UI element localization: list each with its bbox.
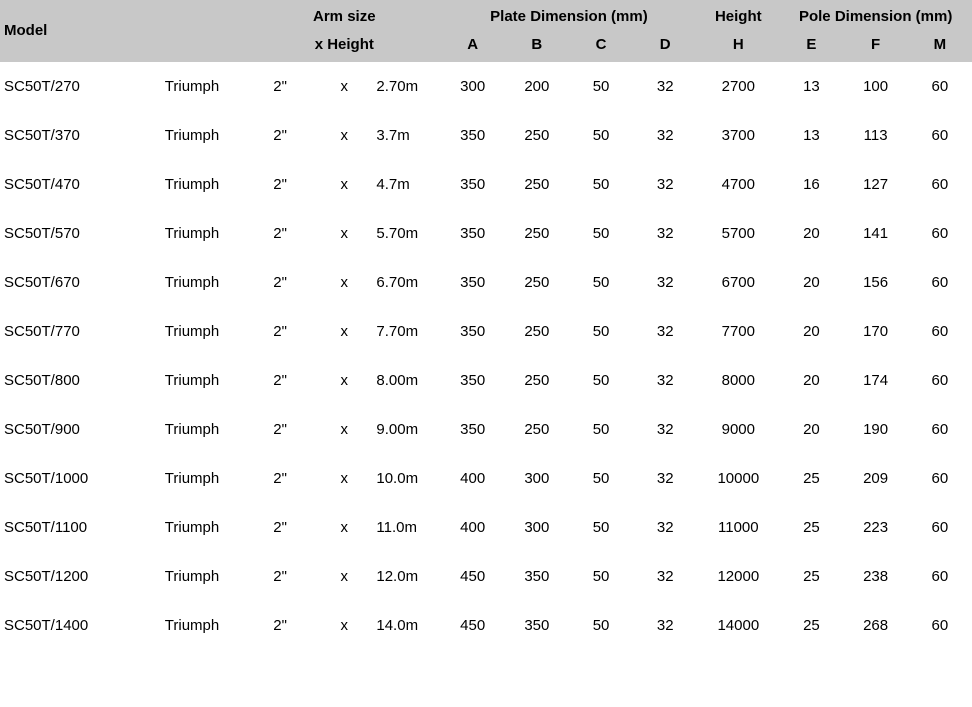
cell-a: 350: [441, 307, 505, 356]
cell-arm-separator: x: [312, 160, 376, 209]
cell-a: 350: [441, 111, 505, 160]
cell-brand: Triumph: [136, 356, 248, 405]
header-col-c: C: [595, 36, 607, 53]
cell-f: 209: [844, 454, 908, 503]
table-row: [0, 160, 972, 209]
cell-d: 32: [633, 160, 697, 209]
cell-f: 141: [844, 209, 908, 258]
cell-arm-diameter: 2": [248, 160, 312, 209]
cell-brand: Triumph: [136, 111, 248, 160]
cell-arm-separator: x: [312, 209, 376, 258]
cell-brand: Triumph: [136, 503, 248, 552]
cell-e: 20: [779, 356, 843, 405]
cell-brand: Triumph: [136, 209, 248, 258]
cell-h: 12000: [697, 552, 779, 601]
cell-arm-separator: x: [312, 601, 376, 650]
cell-arm-height: 9.00m: [376, 405, 440, 454]
cell-c: 50: [569, 111, 633, 160]
table-row: [0, 405, 972, 454]
cell-arm-separator: x: [312, 307, 376, 356]
cell-model: SC50T/800: [0, 356, 136, 405]
table-row: [0, 62, 972, 111]
header-arm-size: Arm size: [313, 8, 376, 25]
cell-a: 450: [441, 601, 505, 650]
cell-m: 60: [908, 258, 972, 307]
cell-e: 13: [779, 62, 843, 111]
cell-arm-height: 7.70m: [376, 307, 440, 356]
table-row: [0, 209, 972, 258]
cell-e: 20: [779, 405, 843, 454]
cell-arm-diameter: 2": [248, 405, 312, 454]
cell-f: 156: [844, 258, 908, 307]
header-col-e: E: [806, 36, 817, 53]
cell-a: 350: [441, 258, 505, 307]
cell-arm-height: 4.7m: [376, 160, 440, 209]
cell-c: 50: [569, 356, 633, 405]
table-row: [0, 258, 972, 307]
cell-b: 300: [505, 454, 569, 503]
cell-b: 250: [505, 356, 569, 405]
cell-a: 400: [441, 454, 505, 503]
table-row: [0, 454, 972, 503]
cell-m: 60: [908, 111, 972, 160]
cell-model: SC50T/370: [0, 111, 136, 160]
cell-b: 250: [505, 160, 569, 209]
cell-arm-separator: x: [312, 258, 376, 307]
cell-arm-separator: x: [312, 111, 376, 160]
cell-d: 32: [633, 552, 697, 601]
cell-h: 9000: [697, 405, 779, 454]
cell-c: 50: [569, 160, 633, 209]
cell-model: SC50T/470: [0, 160, 136, 209]
cell-arm-diameter: 2": [248, 356, 312, 405]
cell-h: 7700: [697, 307, 779, 356]
cell-d: 32: [633, 307, 697, 356]
cell-b: 250: [505, 258, 569, 307]
cell-a: 300: [441, 62, 505, 111]
cell-brand: Triumph: [136, 307, 248, 356]
cell-d: 32: [633, 209, 697, 258]
cell-arm-height: 8.00m: [376, 356, 440, 405]
header-col-h: H: [732, 36, 744, 53]
cell-h: 6700: [697, 258, 779, 307]
cell-arm-height: 6.70m: [376, 258, 440, 307]
cell-model: SC50T/1100: [0, 503, 136, 552]
cell-arm-height: 3.7m: [376, 111, 440, 160]
cell-f: 127: [844, 160, 908, 209]
cell-e: 16: [779, 160, 843, 209]
header-col-b: B: [531, 36, 543, 53]
cell-a: 450: [441, 552, 505, 601]
cell-h: 11000: [697, 503, 779, 552]
cell-b: 250: [505, 209, 569, 258]
cell-arm-separator: x: [312, 454, 376, 503]
cell-a: 350: [441, 405, 505, 454]
cell-model: SC50T/670: [0, 258, 136, 307]
cell-f: 190: [844, 405, 908, 454]
cell-arm-diameter: 2": [248, 111, 312, 160]
cell-model: SC50T/570: [0, 209, 136, 258]
cell-h: 5700: [697, 209, 779, 258]
cell-brand: Triumph: [136, 258, 248, 307]
cell-m: 60: [908, 552, 972, 601]
cell-e: 25: [779, 601, 843, 650]
cell-m: 60: [908, 160, 972, 209]
header-row-top: [0, 0, 972, 30]
header-plate-dimension: Plate Dimension (mm): [490, 8, 648, 25]
cell-e: 25: [779, 454, 843, 503]
cell-f: 174: [844, 356, 908, 405]
cell-m: 60: [908, 503, 972, 552]
cell-b: 350: [505, 601, 569, 650]
table-header: [0, 0, 972, 62]
cell-c: 50: [569, 503, 633, 552]
cell-m: 60: [908, 454, 972, 503]
cell-c: 50: [569, 552, 633, 601]
cell-m: 60: [908, 62, 972, 111]
cell-arm-separator: x: [312, 503, 376, 552]
cell-arm-diameter: 2": [248, 258, 312, 307]
cell-b: 200: [505, 62, 569, 111]
header-model: Model: [4, 22, 48, 39]
cell-f: 100: [844, 62, 908, 111]
cell-brand: Triumph: [136, 405, 248, 454]
cell-f: 238: [844, 552, 908, 601]
cell-d: 32: [633, 503, 697, 552]
cell-h: 2700: [697, 62, 779, 111]
table-row: [0, 111, 972, 160]
cell-c: 50: [569, 601, 633, 650]
table-row: [0, 307, 972, 356]
header-brand: [136, 0, 248, 62]
cell-c: 50: [569, 307, 633, 356]
cell-m: 60: [908, 209, 972, 258]
table-row: [0, 552, 972, 601]
cell-arm-height: 2.70m: [376, 62, 440, 111]
cell-b: 350: [505, 552, 569, 601]
table-row: [0, 601, 972, 650]
cell-f: 113: [844, 111, 908, 160]
cell-arm-diameter: 2": [248, 601, 312, 650]
cell-arm-separator: x: [312, 62, 376, 111]
cell-brand: Triumph: [136, 160, 248, 209]
cell-arm-diameter: 2": [248, 552, 312, 601]
cell-d: 32: [633, 356, 697, 405]
cell-f: 268: [844, 601, 908, 650]
header-col-m: M: [933, 36, 947, 53]
header-pole-dimension: Pole Dimension (mm): [798, 8, 953, 25]
cell-c: 50: [569, 258, 633, 307]
cell-m: 60: [908, 405, 972, 454]
cell-e: 25: [779, 552, 843, 601]
cell-arm-height: 11.0m: [376, 503, 440, 552]
cell-brand: Triumph: [136, 601, 248, 650]
cell-model: SC50T/1000: [0, 454, 136, 503]
cell-arm-height: 5.70m: [376, 209, 440, 258]
cell-c: 50: [569, 62, 633, 111]
cell-arm-diameter: 2": [248, 209, 312, 258]
cell-f: 223: [844, 503, 908, 552]
cell-b: 250: [505, 111, 569, 160]
cell-c: 50: [569, 454, 633, 503]
cell-d: 32: [633, 62, 697, 111]
cell-h: 10000: [697, 454, 779, 503]
cell-a: 400: [441, 503, 505, 552]
header-col-a: A: [467, 36, 479, 53]
cell-b: 250: [505, 405, 569, 454]
cell-arm-height: 12.0m: [376, 552, 440, 601]
cell-d: 32: [633, 111, 697, 160]
cell-a: 350: [441, 209, 505, 258]
cell-model: SC50T/1400: [0, 601, 136, 650]
cell-brand: Triumph: [136, 454, 248, 503]
cell-h: 14000: [697, 601, 779, 650]
table-row: [0, 356, 972, 405]
cell-arm-diameter: 2": [248, 454, 312, 503]
cell-b: 300: [505, 503, 569, 552]
header-col-d: D: [659, 36, 671, 53]
cell-arm-separator: x: [312, 356, 376, 405]
cell-m: 60: [908, 601, 972, 650]
cell-d: 32: [633, 405, 697, 454]
cell-e: 13: [779, 111, 843, 160]
cell-c: 50: [569, 405, 633, 454]
cell-b: 250: [505, 307, 569, 356]
cell-model: SC50T/770: [0, 307, 136, 356]
cell-a: 350: [441, 160, 505, 209]
cell-model: SC50T/270: [0, 62, 136, 111]
cell-d: 32: [633, 601, 697, 650]
cell-h: 3700: [697, 111, 779, 160]
header-col-f: F: [871, 36, 881, 53]
cell-a: 350: [441, 356, 505, 405]
cell-h: 8000: [697, 356, 779, 405]
cell-h: 4700: [697, 160, 779, 209]
table-body: [0, 62, 972, 650]
cell-m: 60: [908, 356, 972, 405]
cell-arm-diameter: 2": [248, 62, 312, 111]
cell-e: 20: [779, 307, 843, 356]
cell-d: 32: [633, 454, 697, 503]
cell-m: 60: [908, 307, 972, 356]
cell-brand: Triumph: [136, 552, 248, 601]
cell-e: 20: [779, 209, 843, 258]
cell-brand: Triumph: [136, 62, 248, 111]
header-arm-x-height: x Height: [314, 36, 374, 53]
cell-c: 50: [569, 209, 633, 258]
cell-arm-diameter: 2": [248, 503, 312, 552]
table-row: [0, 503, 972, 552]
cell-d: 32: [633, 258, 697, 307]
cell-arm-height: 14.0m: [376, 601, 440, 650]
cell-model: SC50T/900: [0, 405, 136, 454]
cell-model: SC50T/1200: [0, 552, 136, 601]
cell-e: 20: [779, 258, 843, 307]
cell-arm-separator: x: [312, 552, 376, 601]
cell-arm-separator: x: [312, 405, 376, 454]
cell-e: 25: [779, 503, 843, 552]
cell-f: 170: [844, 307, 908, 356]
cell-arm-height: 10.0m: [376, 454, 440, 503]
header-height: Height: [714, 8, 762, 25]
cell-arm-diameter: 2": [248, 307, 312, 356]
